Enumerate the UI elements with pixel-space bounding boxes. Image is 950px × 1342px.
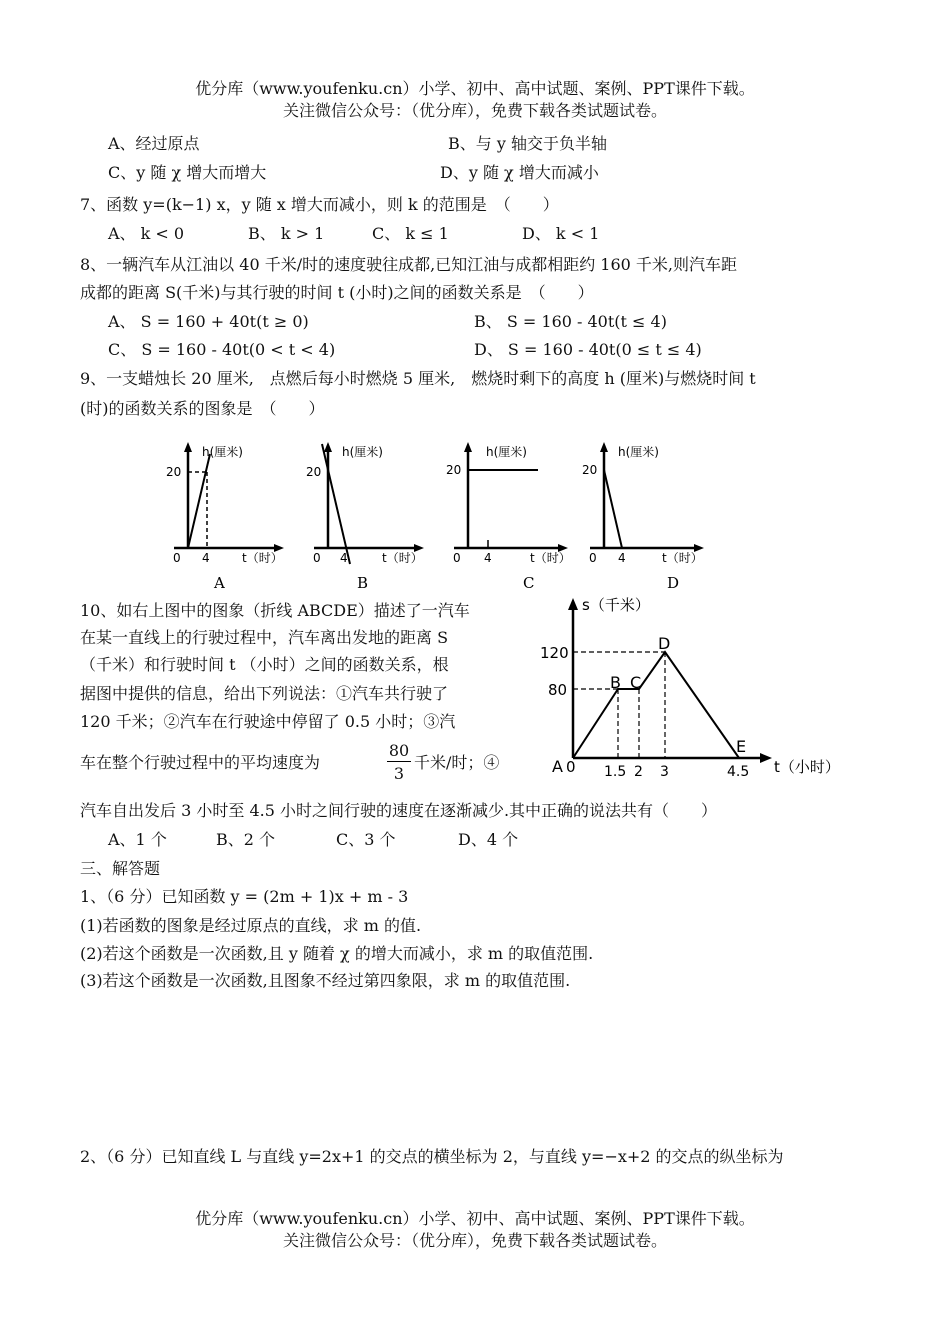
s3-problem-2: 2、（6 分）已知直线 L 与直线 y=2x+1 的交点的横坐标为 2，与直线 y=−x+2 的交点的纵坐标为 bbox=[80, 1147, 784, 1166]
q10-option-a: A、1 个 bbox=[108, 830, 167, 849]
q6-option-d: D、y 随 χ 增大而减小 bbox=[440, 163, 599, 182]
q9c-y20: 20 bbox=[446, 463, 462, 477]
q10g-y80: 80 bbox=[548, 681, 568, 699]
s3-problem-1c: (3)若这个函数是一次函数,且图象不经过第四象限，求 m 的取值范围. bbox=[80, 971, 571, 990]
q10-option-b: B、2 个 bbox=[216, 830, 276, 849]
q8-stem-1: 8、一辆汽车从江油以 40 千米/时的速度驶往成都,已知江油与成都相距约 160 千米,则汽车距 bbox=[80, 255, 737, 274]
q9-graph-d bbox=[576, 440, 726, 595]
q10-line-2: 在某一直线上的行驶过程中，汽车离出发地的距离 S bbox=[80, 628, 449, 647]
q9a-x4: 4 bbox=[202, 551, 210, 565]
q9a-y20: 20 bbox=[166, 465, 182, 479]
q9-graph-c bbox=[440, 440, 590, 595]
q9d-letter: D bbox=[667, 574, 680, 592]
section3-title: 三、解答题 bbox=[80, 859, 161, 878]
header-line-2: 关注微信公众号：（优分库），免费下载各类试题试卷。 bbox=[282, 101, 667, 120]
footer-line-2: 关注微信公众号：（优分库），免费下载各类试题试卷。 bbox=[282, 1231, 667, 1250]
q9b-x4: 4 bbox=[340, 551, 348, 565]
q9-stem-1: 9、一支蜡烛长 20 厘米, 点燃后每小时燃烧 5 厘米, 燃烧时剩下的高度 h (厘米)与燃烧时间 t bbox=[80, 369, 756, 388]
q10g-x3: 3 bbox=[660, 764, 669, 780]
q8-option-a: A、 S = 160 + 40t(t ≥ 0) bbox=[108, 312, 309, 331]
s3-problem-1b: (2)若这个函数是一次函数,且 y 随着 χ 的增大而减小，求 m 的取值范围. bbox=[80, 944, 594, 963]
q10g-point-d: D bbox=[658, 634, 671, 653]
q10-line-4: 据图中提供的信息，给出下列说法：①汽车共行驶了 bbox=[80, 684, 449, 703]
footer-line-1: 优分库（www.youfenku.cn）小学、初中、高中试题、案例、PPT课件下载。 bbox=[195, 1209, 755, 1228]
q9d-y20: 20 bbox=[582, 463, 598, 477]
q10g-point-a: A bbox=[552, 757, 563, 776]
q8-stem-2: 成都的距离 S(千米)与其行驶的时间 t (小时)之间的函数关系是 （ ） bbox=[80, 283, 594, 302]
s3-problem-1: 1、（6 分）已知函数 y = (2m + 1)x + m - 3 bbox=[80, 887, 409, 906]
q9-graph-b bbox=[300, 440, 440, 595]
q10g-y120: 120 bbox=[540, 644, 569, 662]
q10g-origin: 0 bbox=[566, 758, 576, 776]
q10g-point-c: C bbox=[630, 673, 642, 692]
q7-option-a: A、 k < 0 bbox=[108, 224, 185, 243]
q8-option-c: C、 S = 160 - 40t(0 < t < 4) bbox=[108, 340, 336, 359]
q10-line-1: 10、如右上图中的图象（折线 ABCDE）描述了一汽车 bbox=[80, 601, 470, 620]
q10g-x45: 4.5 bbox=[727, 764, 750, 780]
q9b-xlabel: t（时） bbox=[382, 551, 423, 565]
q9c-letter: C bbox=[523, 574, 535, 592]
q10-frac-den: 3 bbox=[393, 764, 405, 783]
q10g-xlabel: t（小时） bbox=[774, 758, 840, 776]
q9-graph-a bbox=[160, 440, 300, 595]
q9a-origin: 0 bbox=[173, 551, 181, 565]
q10g-ylabel: s（千米） bbox=[582, 596, 650, 614]
q6-option-c: C、y 随 χ 增大而增大 bbox=[108, 163, 267, 182]
q9b-y20: 20 bbox=[306, 465, 322, 479]
q10-line-6b: 千米/时；④ bbox=[414, 753, 500, 772]
q10-option-c: C、3 个 bbox=[336, 830, 396, 849]
q9a-ylabel: h(厘米) bbox=[202, 445, 243, 459]
q10-frac-num: 80 bbox=[388, 741, 410, 760]
s3-problem-1a: (1)若函数的图象是经过原点的直线，求 m 的值. bbox=[80, 916, 422, 935]
q9a-xlabel: t（时） bbox=[242, 551, 283, 565]
q8-option-d: D、 S = 160 - 40t(0 ≤ t ≤ 4) bbox=[474, 340, 702, 359]
q10g-point-e: E bbox=[736, 737, 747, 756]
q6-option-a: A、经过原点 bbox=[108, 134, 200, 153]
q10-line-6a: 车在整个行驶过程中的平均速度为 bbox=[80, 753, 321, 772]
q9c-origin: 0 bbox=[453, 551, 461, 565]
q9c-x4: 4 bbox=[484, 551, 492, 565]
q7-option-b: B、 k > 1 bbox=[248, 224, 325, 243]
q10-graph bbox=[532, 592, 852, 782]
q9d-ylabel: h(厘米) bbox=[618, 445, 659, 459]
q8-option-b: B、 S = 160 - 40t(t ≤ 4) bbox=[474, 312, 667, 331]
q9-stem-2: (时)的函数关系的图象是 （ ） bbox=[80, 399, 325, 418]
q10g-x2: 2 bbox=[634, 764, 643, 780]
q10-line-5: 120 千米；②汽车在行驶途中停留了 0.5 小时；③汽 bbox=[80, 712, 456, 731]
q9d-xlabel: t（时） bbox=[662, 551, 703, 565]
q9c-xlabel: t（时） bbox=[530, 551, 571, 565]
q9b-ylabel: h(厘米) bbox=[342, 445, 383, 459]
q6-option-b: B、与 y 轴交于负半轴 bbox=[448, 134, 607, 153]
q9a-letter: A bbox=[214, 574, 225, 592]
q10-line-7: 汽车自出发后 3 小时至 4.5 小时之间行驶的速度在逐渐减少.其中正确的说法共有（ ） bbox=[80, 801, 718, 820]
q10g-point-b: B bbox=[610, 673, 621, 692]
q9b-origin: 0 bbox=[313, 551, 321, 565]
q9d-x4: 4 bbox=[618, 551, 626, 565]
q7-option-c: C、 k ≤ 1 bbox=[372, 224, 449, 243]
q7-stem: 7、函数 y=(k−1) x，y 随 x 增大而减小，则 k 的范围是 （ ） bbox=[80, 195, 559, 214]
q9b-letter: B bbox=[357, 574, 369, 592]
q10-option-d: D、4 个 bbox=[458, 830, 519, 849]
q7-option-d: D、 k < 1 bbox=[522, 224, 600, 243]
header-line-1: 优分库（www.youfenku.cn）小学、初中、高中试题、案例、PPT课件下载。 bbox=[195, 79, 755, 98]
q9d-origin: 0 bbox=[589, 551, 597, 565]
q9c-ylabel: h(厘米) bbox=[486, 445, 527, 459]
q10g-x15: 1.5 bbox=[604, 764, 627, 780]
q10-line-3: （千米）和行驶时间 t （小时）之间的函数关系，根 bbox=[80, 655, 449, 674]
